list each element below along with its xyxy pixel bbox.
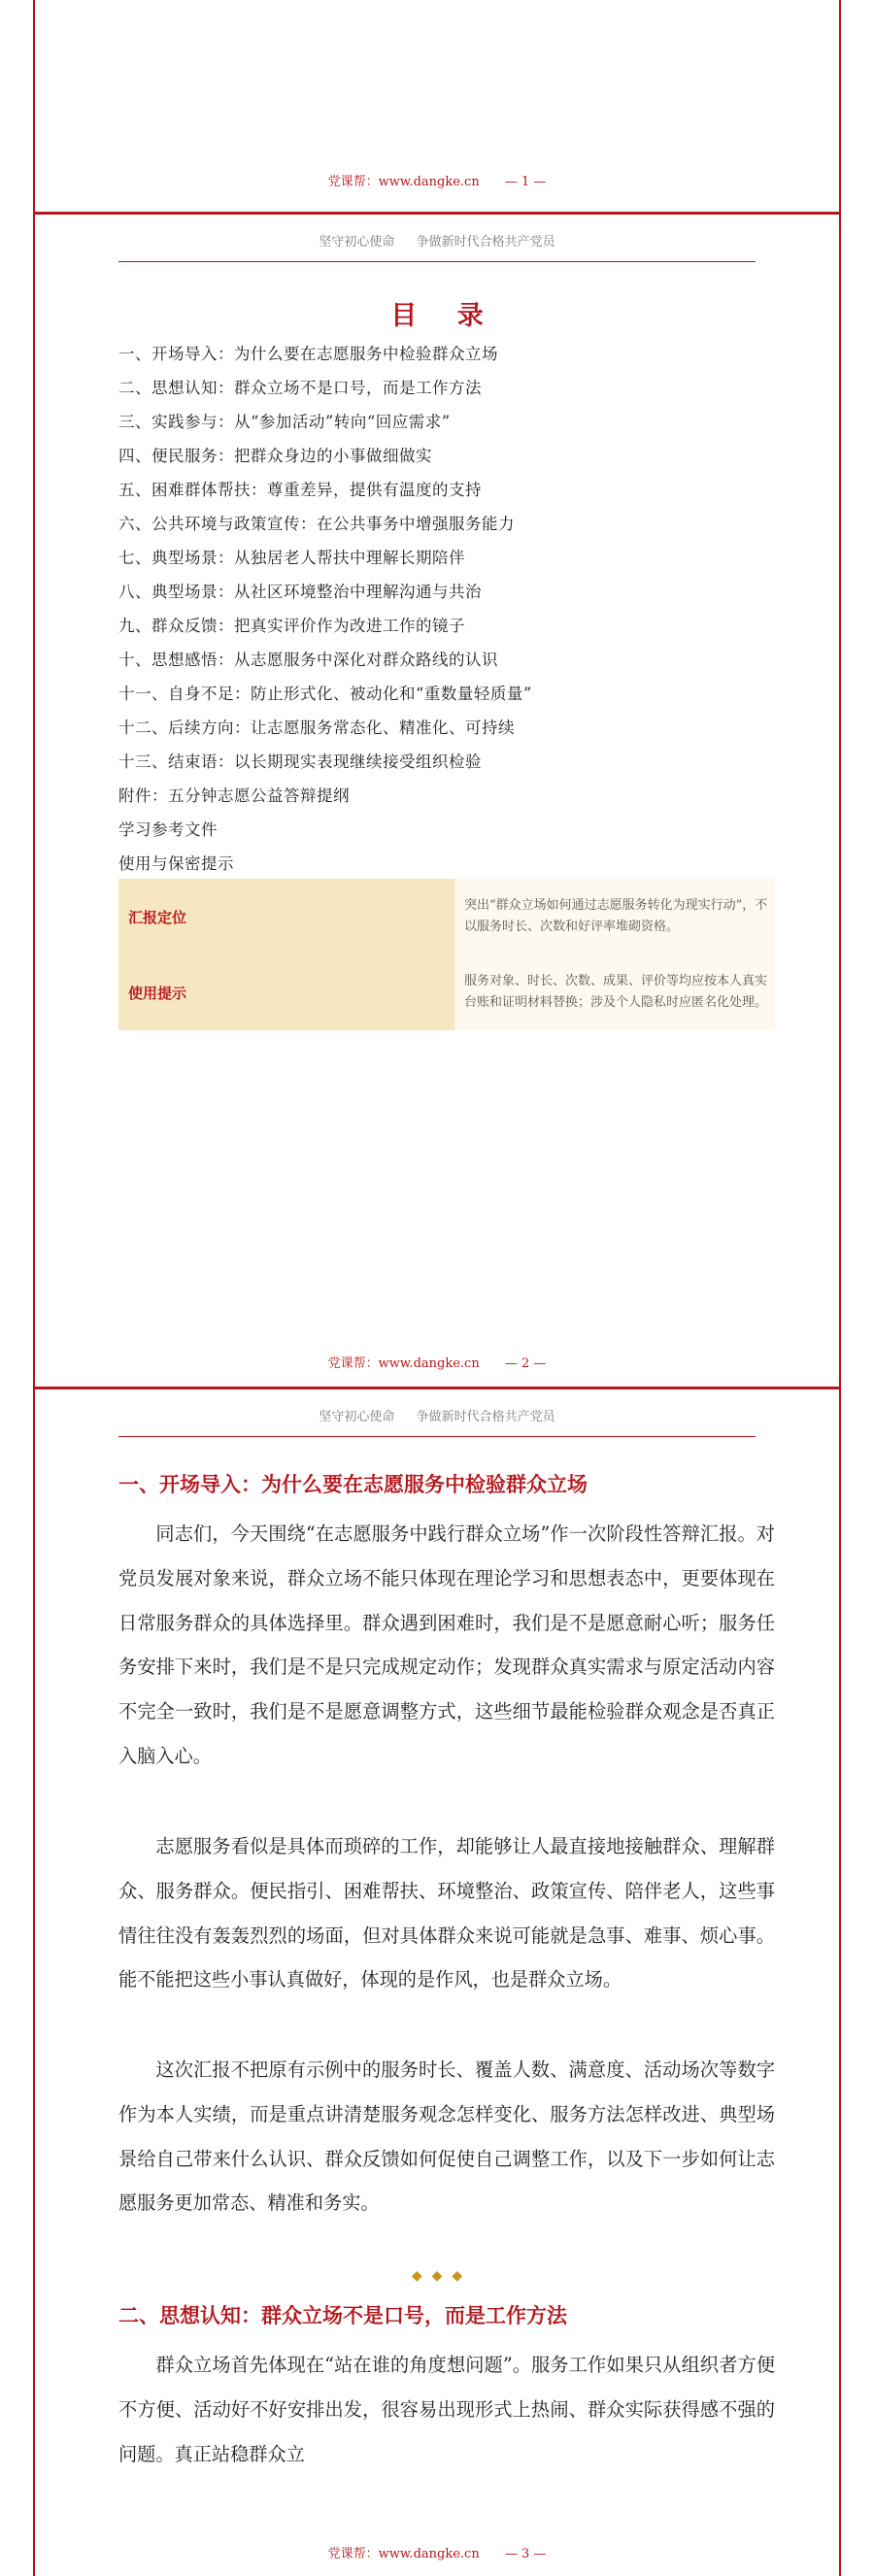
toc-item: 七、典型场景：从独居老人帮扶中理解长期陪伴 [118, 549, 465, 567]
page-footer [35, 171, 839, 189]
toc-item: 十、思想感悟：从志愿服务中深化对群众路线的认识 [118, 651, 498, 669]
footer-page-number: — 1 — [504, 175, 547, 189]
footer-page-number: — 3 — [504, 2547, 547, 2561]
running-header-left: 坚守初心使命 [319, 1410, 395, 1424]
table-row [118, 879, 775, 954]
toc-item: 一、开场导入：为什么要在志愿服务中检验群众立场 [118, 345, 498, 363]
toc-item: 四、便民服务：把群众身边的小事做细做实 [118, 447, 432, 465]
section-divider: ◆◆◆ [411, 2268, 473, 2284]
running-header-left: 坚守初心使命 [319, 235, 395, 250]
page-1 [33, 0, 841, 212]
toc-title: 目 录 [390, 301, 499, 331]
body-paragraph: 同志们，今天围绕“在志愿服务中践行群众立场”作一次阶段性答辩汇报。对党员发展对象来说，群众立场不能只体现在理论学习和思想表态中，更要体现在日常服务群众的具体选择里。群众遇到困难时，我们是不是愿意耐心听；服务任务安排下来时，我们是不是只完成规定动作；发现群众真实需求与原定活动内容不完全一致时，我们是不是愿意调整方式，这些细节最能检验群众观念是否真正入脑入心。 [118, 1522, 775, 1767]
body-paragraph: 志愿服务看似是具体而琐碎的工作，却能够让人最直接地接触群众、理解群众、服务群众。便民指引、困难帮扶、环境整治、政策宣传、陪伴老人，这些事情往往没有轰轰烈烈的场面，但对具体群众来说可能就是急事、难事、烦心事。能不能把这些小事认真做好，体现的是作风，也是群众立场。 [118, 1835, 775, 1991]
toc-item: 十二、后续方向：让志愿服务常态化、精准化、可持续 [118, 719, 515, 737]
running-header [118, 1407, 756, 1437]
body-paragraph: 群众立场首先体现在“站在谁的角度想问题”。服务工作如果只从组织者方便不方便、活动好不好安排出发，很容易出现形式上热闹、群众实际获得感不强的问题。真正站稳群众立 [118, 2354, 775, 2465]
toc-item: 二、思想认知：群众立场不是口号，而是工作方法 [118, 379, 482, 397]
footer-site: 党课帮：www.dangke.cn [327, 175, 480, 189]
toc-item: 六、公共环境与政策宣传：在公共事务中增强服务能力 [118, 515, 515, 533]
toc-item: 学习参考文件 [118, 820, 218, 839]
body-paragraph: 这次汇报不把原有示例中的服务时长、覆盖人数、满意度、活动场次等数字作为本人实绩，而是重点讲清楚服务观念怎样变化、服务方法怎样改进、典型场景给自己带来什么认识、群众反馈如何促使自己调整工作，以及下一步如何让志愿服务更加常态、精准和务实。 [118, 2058, 775, 2215]
toc-item: 五、困难群体帮扶：尊重差异，提供有温度的支持 [118, 481, 482, 499]
section-heading: 一、开场导入：为什么要在志愿服务中检验群众立场 [118, 1473, 588, 1496]
toc-item: 附件：五分钟志愿公益答辩提纲 [118, 786, 350, 805]
running-header-right: 争做新时代合格共产党员 [416, 1410, 555, 1424]
toc-list [118, 337, 798, 881]
toc-item: 十一、自身不足：防止形式化、被动化和“重数量轻质量” [118, 685, 532, 703]
page-3 [33, 1387, 841, 2576]
running-header [118, 232, 756, 262]
section-heading: 二、思想认知：群众立场不是口号，而是工作方法 [118, 2304, 567, 2327]
toc-item: 八、典型场景：从社区环境整治中理解沟通与共治 [118, 583, 482, 601]
page-footer [35, 2543, 839, 2561]
info-value: 服务对象、时长、次数、成果、评价等均应按本人真实台账和证明材料替换；涉及个人隐私时应匿名化处理。 [454, 954, 775, 1030]
toc-item: 十三、结束语：以长期现实表现继续接受组织检验 [118, 753, 482, 771]
footer-page-number: — 2 — [504, 1356, 547, 1371]
info-label: 汇报定位 [118, 879, 454, 954]
toc-item: 九、群众反馈：把真实评价作为改进工作的镜子 [118, 617, 465, 635]
table-row [118, 954, 775, 1030]
footer-site: 党课帮：www.dangke.cn [327, 1356, 480, 1371]
toc-item: 使用与保密提示 [118, 854, 234, 873]
toc-item: 三、实践参与：从“参加活动”转向“回应需求” [118, 413, 451, 431]
info-table [118, 879, 775, 1030]
page-footer [35, 1353, 839, 1371]
info-label: 使用提示 [118, 954, 454, 1030]
page-2 [33, 212, 841, 1387]
footer-site: 党课帮：www.dangke.cn [327, 2547, 480, 2561]
running-header-right: 争做新时代合格共产党员 [416, 235, 555, 250]
info-value: 突出“群众立场如何通过志愿服务转化为现实行动”，不以服务时长、次数和好评率堆砌资格。 [454, 879, 775, 954]
